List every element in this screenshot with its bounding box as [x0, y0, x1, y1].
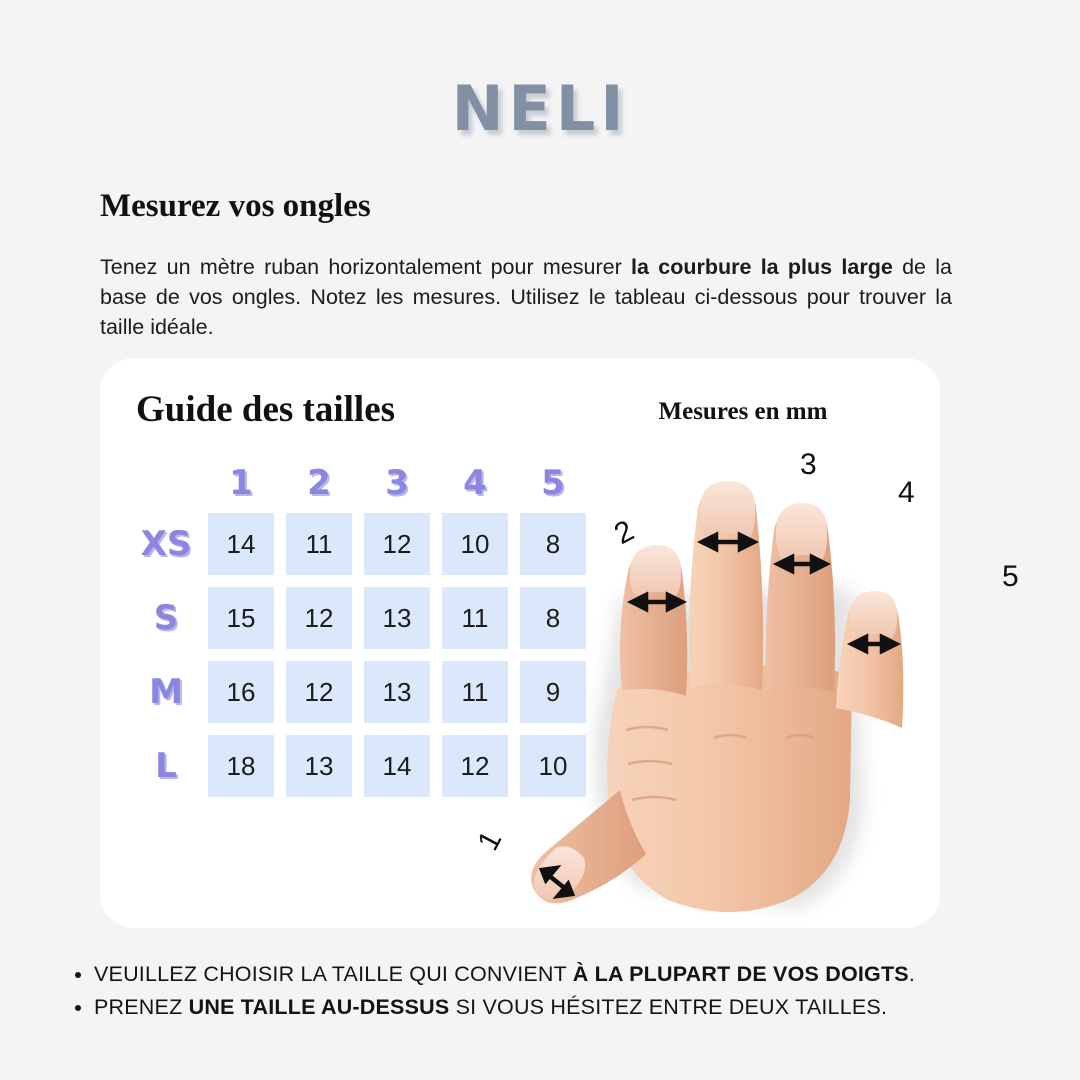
cell-xs-5: 8 [520, 513, 586, 575]
cell-l-5: 10 [520, 735, 586, 797]
cell-xs-3: 12 [364, 513, 430, 575]
marker-2: 2 [608, 514, 640, 552]
cell-s-3: 13 [364, 587, 430, 649]
column-header-5: 5 [541, 463, 565, 503]
cell-xs-4: 10 [442, 513, 508, 575]
cell-l-1: 18 [208, 735, 274, 797]
marker-1: 1 [471, 825, 509, 856]
note-1-part2: . [908, 962, 916, 986]
note-1-strong: À LA PLUPART DE VOS DOIGTS [572, 962, 909, 986]
cell-m-1: 16 [208, 661, 274, 723]
cell-m-3: 13 [364, 661, 430, 723]
cell-m-4: 11 [442, 661, 508, 723]
cell-xs-1: 14 [208, 513, 274, 575]
cell-s-5: 8 [520, 587, 586, 649]
cell-s-4: 11 [442, 587, 508, 649]
marker-4: 4 [898, 476, 915, 509]
cell-m-2: 12 [286, 661, 352, 723]
intro-text-part1: Tenez un mètre ruban horizontalement pour mesurer [100, 255, 632, 279]
page-title: Mesurez vos ongles [100, 188, 371, 224]
row-header-s: S [153, 598, 179, 638]
list-item [94, 958, 1022, 991]
cell-s-1: 15 [208, 587, 274, 649]
intro-text-strong: la courbure la plus large [631, 255, 893, 279]
list-item [94, 991, 1022, 1024]
marker-5: 5 [1002, 560, 1019, 593]
nail-index [630, 545, 681, 596]
column-header-1: 1 [229, 463, 253, 503]
row-header-m: M [149, 672, 183, 712]
cell-l-4: 12 [442, 735, 508, 797]
hand-svg [500, 438, 940, 928]
column-header-3: 3 [385, 463, 409, 503]
note-2-strong: UNE TAILLE AU-DESSUS [188, 995, 450, 1019]
cell-s-2: 12 [286, 587, 352, 649]
card-title: Guide des tailles [136, 389, 396, 430]
size-guide-card [100, 358, 1019, 928]
cell-m-5: 9 [520, 661, 586, 723]
nail-ring [776, 503, 827, 560]
notes-list [72, 958, 1022, 1024]
row-header-l: L [155, 746, 177, 786]
nail-middle [700, 481, 755, 538]
palm [607, 666, 852, 912]
intro-paragraph [100, 252, 952, 342]
note-2-part1: PRENEZ [94, 995, 189, 1019]
note-1-part1: VEUILLEZ CHOISIR LA TAILLE QUI CONVIENT [94, 962, 573, 986]
brand-logo: NELI [451, 72, 629, 145]
cell-l-3: 14 [364, 735, 430, 797]
card-subtitle: Mesures en mm [658, 398, 828, 425]
row-header-xs: XS [140, 524, 192, 564]
marker-3: 3 [800, 448, 817, 481]
intro-text-part2: de la base de vos ongles. Notez les mesures. Utilisez le tableau ci-dessous pour trouver la taille idéale. [100, 255, 953, 339]
column-header-2: 2 [307, 463, 331, 503]
cell-l-2: 13 [286, 735, 352, 797]
note-2-part2: SI VOUS HÉSITEZ ENTRE DEUX TAILLES. [449, 995, 888, 1019]
nail-pinky [850, 591, 897, 638]
cell-xs-2: 11 [286, 513, 352, 575]
column-header-4: 4 [463, 463, 487, 503]
